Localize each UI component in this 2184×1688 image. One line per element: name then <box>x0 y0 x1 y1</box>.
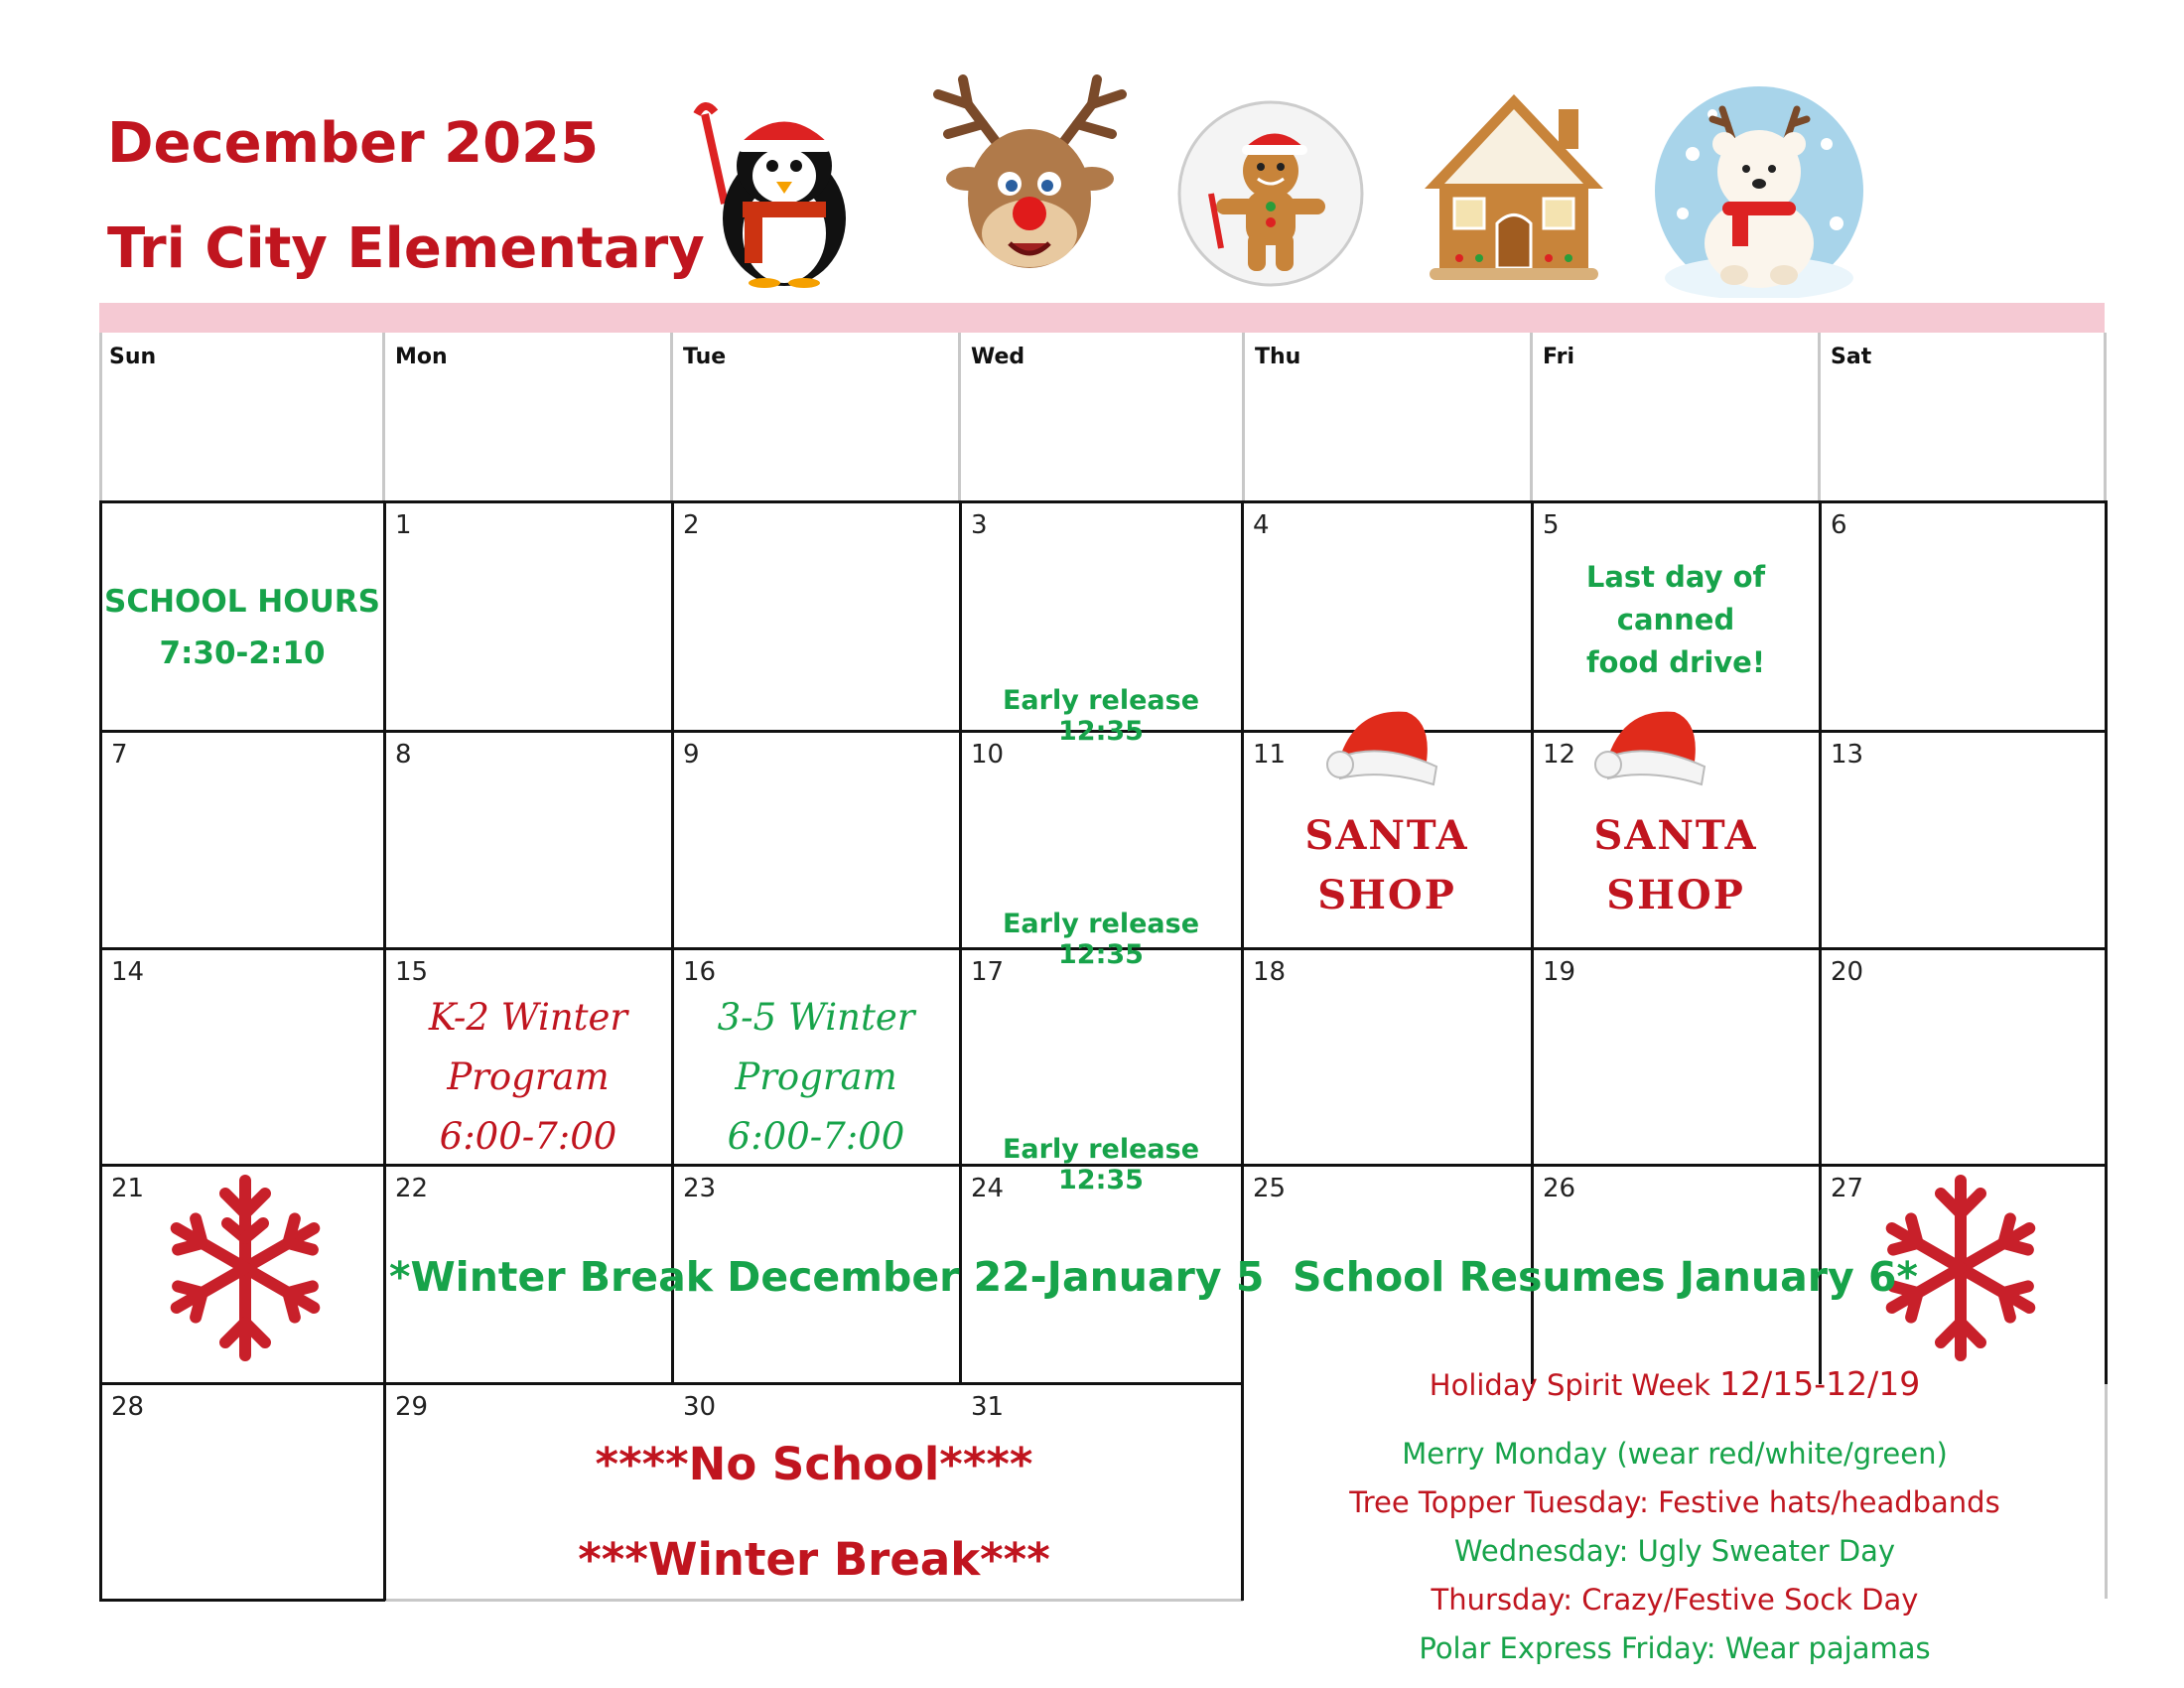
santa-shop-line: SHOP <box>1606 872 1745 918</box>
spirit-day: Merry Monday (wear red/white/green) <box>1402 1437 1948 1471</box>
day-number: 22 <box>395 1174 429 1203</box>
day-number: 23 <box>683 1174 717 1203</box>
early-release-note: Early release 12:35 <box>1002 685 1200 747</box>
santa-hat-icon <box>1322 697 1446 791</box>
day-number: 31 <box>971 1392 1005 1422</box>
gingerbread-man-icon <box>1176 99 1365 288</box>
polar-bear-icon <box>1653 84 1866 298</box>
header-band <box>99 303 2105 333</box>
day-cell[interactable] <box>385 732 671 947</box>
weekday-header-wed <box>961 333 1245 502</box>
day-number: 6 <box>1831 510 1847 540</box>
santa-shop-line: SANTA <box>1304 812 1469 859</box>
early-release-note: Early release 12:35 <box>1002 1134 1200 1196</box>
winter-break-banner: *Winter Break December 22-January 5 School Resumes January 6* <box>389 1253 1918 1301</box>
day-cell[interactable] <box>1243 949 1531 1164</box>
day-cell[interactable] <box>1533 949 1819 1164</box>
canned-food-note <box>1533 556 1819 684</box>
grid-line <box>2105 500 2108 1384</box>
spirit-day: Wednesday: Ugly Sweater Day <box>1453 1534 1896 1568</box>
day-cell[interactable] <box>961 949 1241 1164</box>
day-number: 1 <box>395 510 412 540</box>
day-cell[interactable] <box>1821 949 2105 1164</box>
day-number: 29 <box>395 1392 429 1422</box>
grid-line <box>99 333 102 502</box>
spirit-day: Thursday: Crazy/Festive Sock Day <box>1431 1583 1919 1617</box>
school-hours-label: SCHOOL HOURS <box>104 584 380 620</box>
day-number: 30 <box>683 1392 717 1422</box>
program-title: Program <box>447 1055 610 1098</box>
month-title: December 2025 <box>107 111 600 176</box>
weekday-header-sat <box>1821 333 2107 502</box>
program-time: 6:00-7:00 <box>439 1115 617 1158</box>
day-number: 12 <box>1543 740 1576 770</box>
day-number: 18 <box>1253 957 1287 987</box>
spirit-week-list <box>1245 1430 2105 1673</box>
no-school-label: ****No School**** <box>595 1438 1033 1490</box>
snowflake-icon <box>161 1172 330 1365</box>
early-release-note: Early release 12:35 <box>1002 909 1200 970</box>
penguin-icon <box>685 94 864 288</box>
program-time: 6:00-7:00 <box>727 1115 905 1158</box>
canned-food-line: food drive! <box>1585 645 1766 679</box>
day-number: 5 <box>1543 510 1560 540</box>
weekday-label: Mon <box>395 345 448 369</box>
weekday-header-tue <box>673 333 961 502</box>
weekday-label: Sat <box>1831 345 1872 369</box>
weekday-label: Thu <box>1255 345 1301 369</box>
santa-shop-line: SHOP <box>1317 872 1456 918</box>
santa-hat-icon <box>1590 697 1714 791</box>
reindeer-icon <box>918 74 1142 278</box>
day-cell[interactable] <box>673 502 959 730</box>
gingerbread-house-icon <box>1420 89 1608 283</box>
program-title: Program <box>735 1055 897 1098</box>
canned-food-line: Last day of <box>1585 560 1766 594</box>
day-number: 3 <box>971 510 988 540</box>
grid-line <box>99 1599 385 1602</box>
spirit-week-title <box>1245 1364 2105 1403</box>
day-number: 26 <box>1543 1174 1576 1203</box>
weekday-label: Tue <box>683 345 727 369</box>
day-number: 10 <box>971 740 1005 770</box>
day-number: 20 <box>1831 957 1864 987</box>
weekday-header-fri <box>1533 333 1821 502</box>
day-cell[interactable] <box>101 732 383 947</box>
day-cell[interactable] <box>1243 502 1531 730</box>
spirit-day: Polar Express Friday: Wear pajamas <box>1419 1631 1931 1665</box>
day-number: 2 <box>683 510 700 540</box>
winter-break-label: ***Winter Break*** <box>578 1533 1050 1586</box>
grid-line <box>2105 1384 2108 1599</box>
weekday-label: Wed <box>971 345 1025 369</box>
weekday-header-mon <box>385 333 673 502</box>
day-number: 9 <box>683 740 700 770</box>
day-number: 13 <box>1831 740 1864 770</box>
day-number: 11 <box>1253 740 1287 770</box>
school-hours-time: 7:30-2:10 <box>159 635 326 671</box>
weekday-label: Fri <box>1543 345 1575 369</box>
day-number: 16 <box>683 957 717 987</box>
santa-shop-label <box>1243 806 1531 925</box>
weekday-label: Sun <box>109 345 157 369</box>
canned-food-line: canned <box>1616 603 1735 636</box>
day-number: 4 <box>1253 510 1270 540</box>
day-number: 15 <box>395 957 429 987</box>
day-number: 8 <box>395 740 412 770</box>
spirit-week-title-text: Holiday Spirit Week <box>1429 1368 1720 1402</box>
grid-line <box>385 1599 1243 1602</box>
grades-3-5-winter-program <box>673 988 959 1167</box>
santa-shop-line: SANTA <box>1593 812 1758 859</box>
program-title: 3-5 Winter <box>717 996 915 1039</box>
weekday-header-thu <box>1245 333 1533 502</box>
day-number: 14 <box>111 957 145 987</box>
day-number: 21 <box>111 1174 145 1203</box>
santa-shop-label <box>1533 806 1819 925</box>
weekday-header-sun <box>99 333 385 502</box>
day-cell[interactable] <box>1821 502 2105 730</box>
day-cell[interactable] <box>1821 732 2105 947</box>
day-number: 17 <box>971 957 1005 987</box>
spirit-week-dates: 12/15-12/19 <box>1719 1364 1921 1403</box>
day-number: 19 <box>1543 957 1576 987</box>
k2-winter-program <box>385 988 671 1167</box>
spirit-day: Tree Topper Tuesday: Festive hats/headbands <box>1349 1485 2000 1519</box>
school-hours <box>101 576 383 679</box>
day-number: 24 <box>971 1174 1005 1203</box>
day-number: 28 <box>111 1392 145 1422</box>
program-title: K-2 Winter <box>428 996 628 1039</box>
day-cell[interactable] <box>101 1384 383 1599</box>
school-name: Tri City Elementary <box>107 216 705 281</box>
day-cell[interactable] <box>385 502 671 730</box>
day-number: 7 <box>111 740 128 770</box>
day-number: 25 <box>1253 1174 1287 1203</box>
day-cell[interactable] <box>101 949 383 1164</box>
day-cell[interactable] <box>673 732 959 947</box>
day-number: 27 <box>1831 1174 1864 1203</box>
